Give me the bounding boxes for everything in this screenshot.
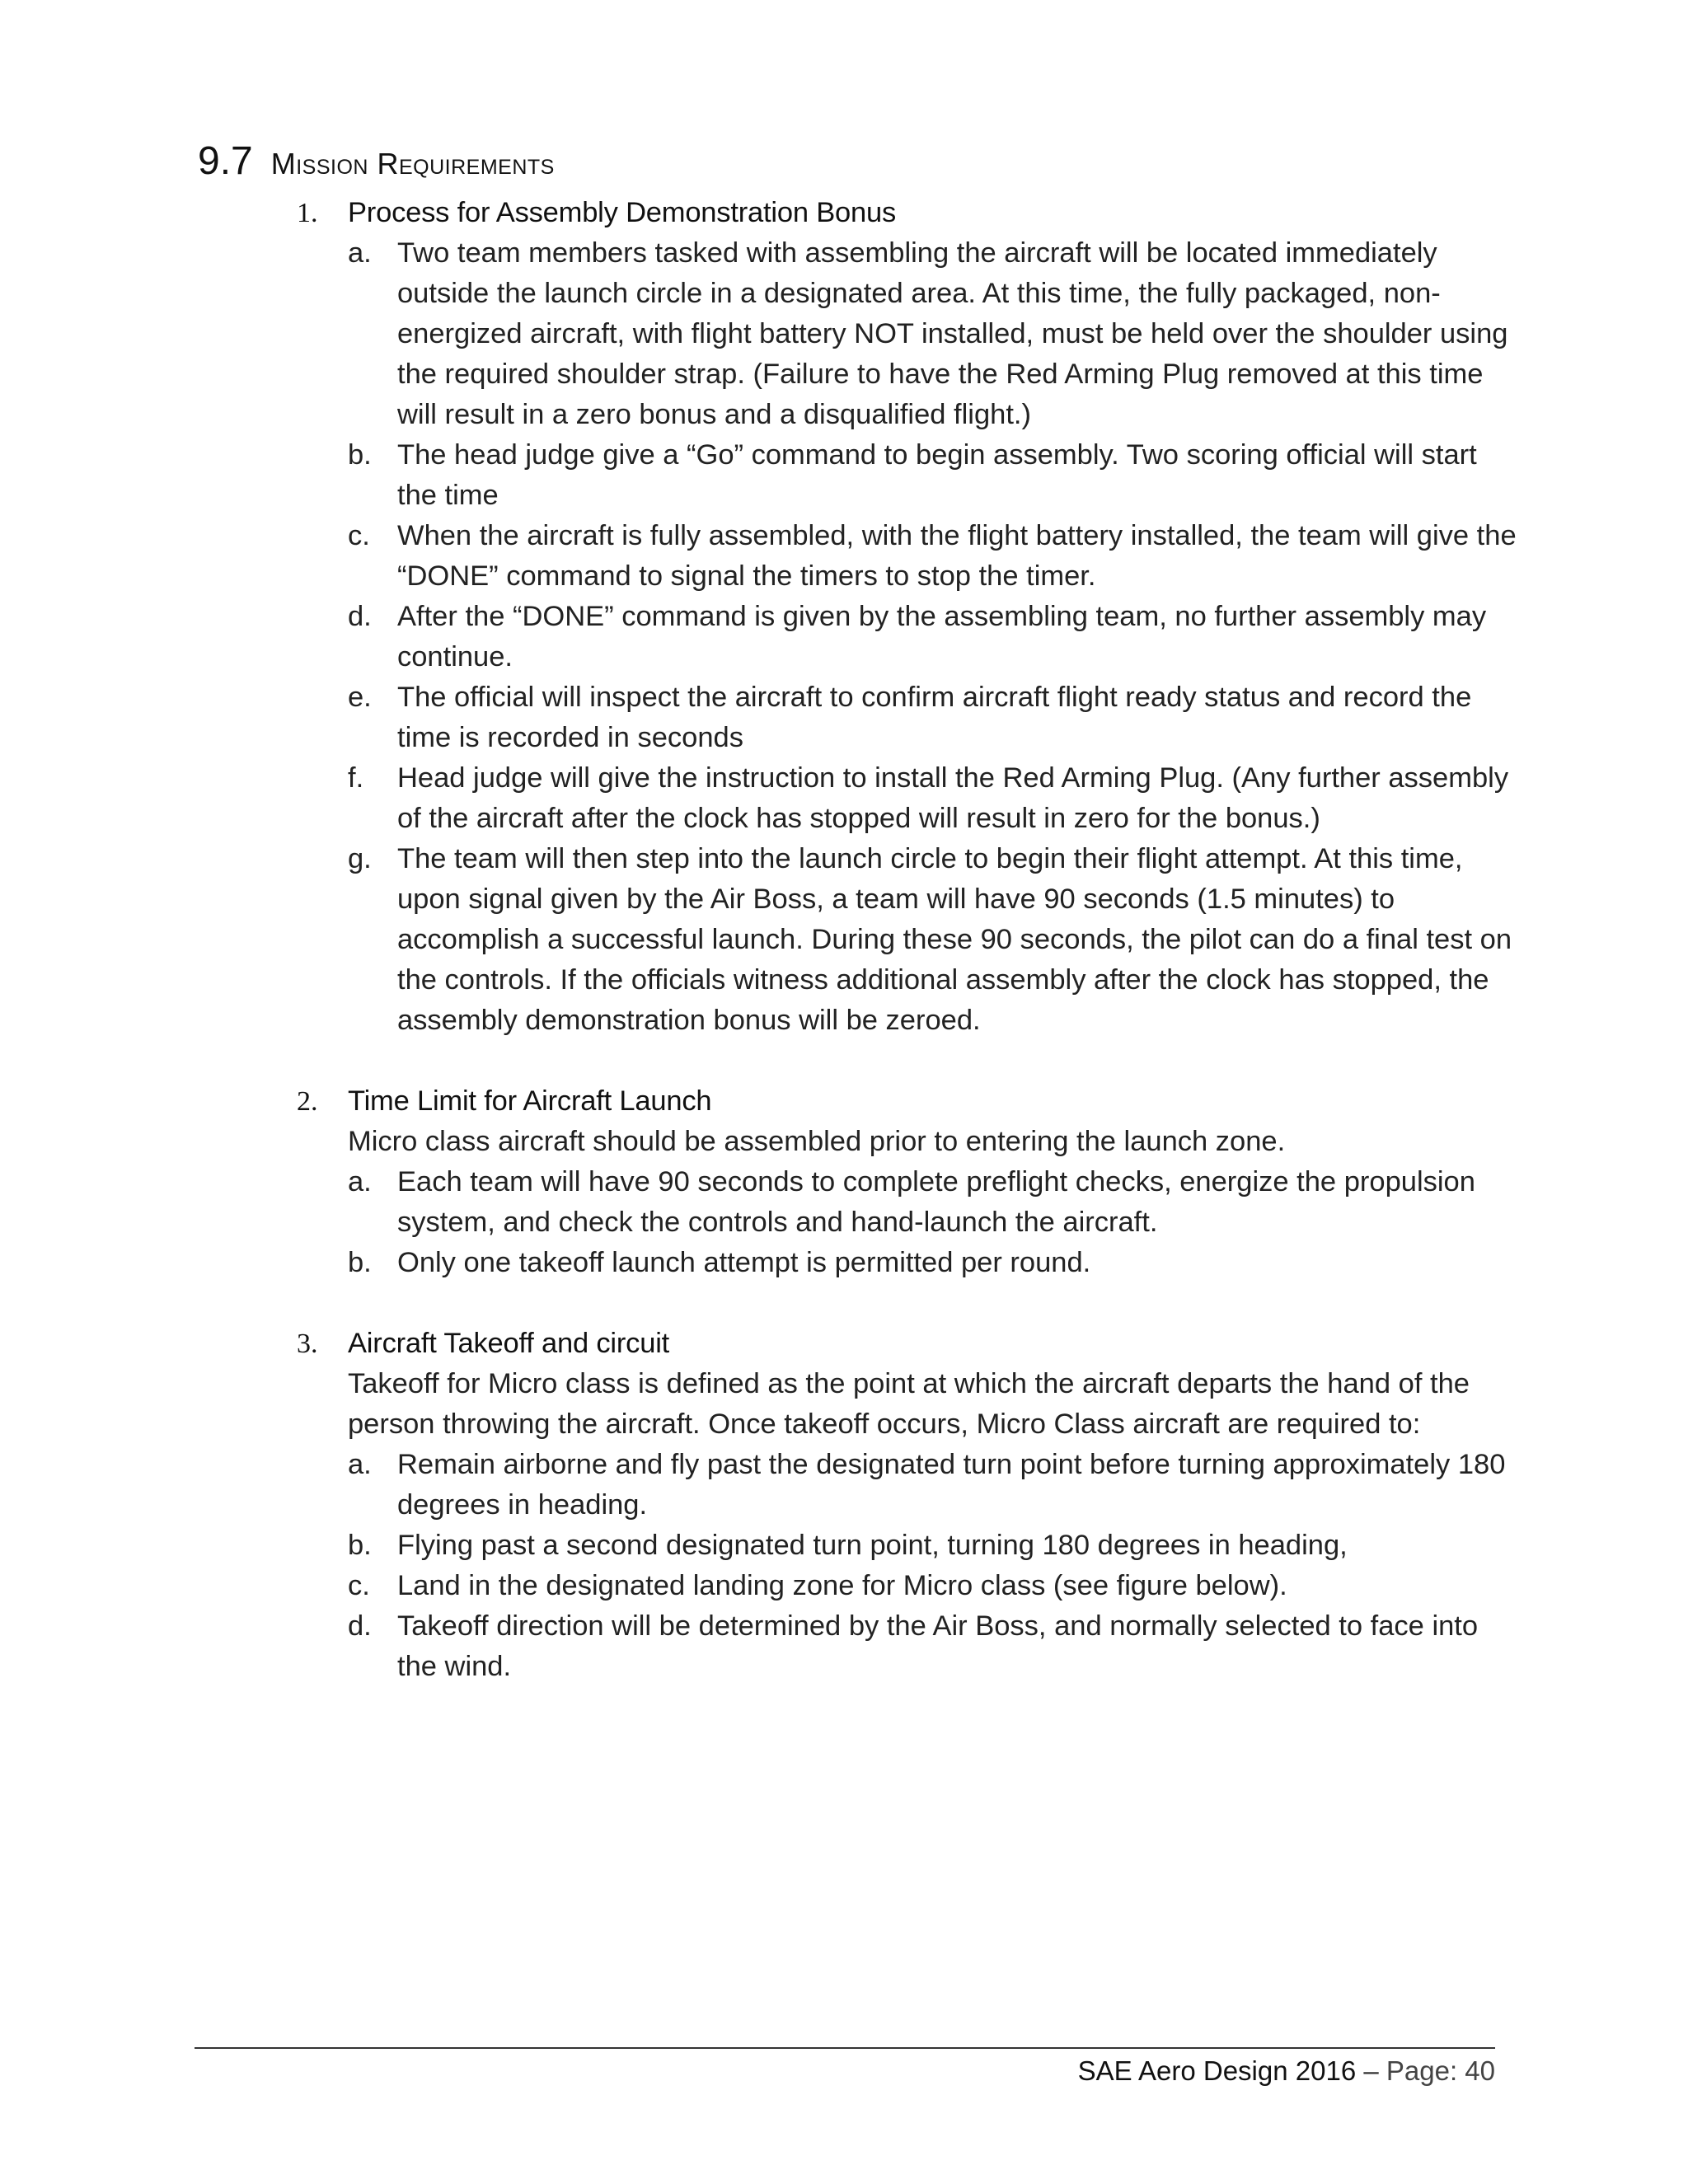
sub-item-letter: a. bbox=[348, 1449, 372, 1480]
item-number: 2. bbox=[297, 1086, 318, 1117]
sub-item bbox=[348, 1606, 1517, 1687]
sub-item-letter: e. bbox=[348, 682, 372, 713]
sub-item bbox=[348, 233, 1517, 435]
requirement-item bbox=[297, 193, 1517, 1041]
section-title: Mission Requirements bbox=[270, 147, 555, 180]
sub-item-text: The team will then step into the launch circle to begin their flight attempt. At this time, upon signal given by the Air Boss, a team will have 90 seconds (1.5 minutes) to accomplish a successful launch. During these 90 seconds, the pilot can do a final test on the controls. If the officials witness additional assembly after the clock has stopped, the assembly demonstration bonus will be zeroed. bbox=[397, 843, 1512, 1036]
sub-item bbox=[348, 1243, 1517, 1283]
sub-item-text: The official will inspect the aircraft to confirm aircraft flight ready status and record the time is recorded in seconds bbox=[397, 682, 1472, 753]
footer-title: SAE Aero Design 2016 bbox=[1077, 2055, 1357, 2086]
sub-item-text: After the “DONE” command is given by the assembling team, no further assembly may continue. bbox=[397, 601, 1487, 673]
sub-item-text: Head judge will give the instruction to install the Red Arming Plug. (Any further assembly of the aircraft after the clock has stopped will result in zero for the bonus.) bbox=[397, 762, 1509, 834]
sub-item-letter: d. bbox=[348, 601, 372, 632]
sub-item-text: The head judge give a “Go” command to begin assembly. Two scoring official will start the time bbox=[397, 439, 1477, 511]
sub-item-letter: c. bbox=[348, 520, 370, 551]
footer-divider bbox=[195, 2047, 1495, 2049]
sub-item bbox=[348, 597, 1517, 677]
requirement-item bbox=[297, 1081, 1517, 1283]
page-number: Page: 40 bbox=[1386, 2055, 1495, 2086]
sub-item-letter: d. bbox=[348, 1610, 372, 1642]
sub-item-letter: a. bbox=[348, 237, 372, 269]
item-number: 3. bbox=[297, 1329, 318, 1359]
sub-item-letter: c. bbox=[348, 1570, 370, 1601]
sub-item-text: Each team will have 90 seconds to complete preflight checks, energize the propulsion system, and check the controls and hand-launch the aircraft. bbox=[397, 1166, 1475, 1238]
sub-item bbox=[348, 677, 1517, 758]
sub-item-text: Two team members tasked with assembling the aircraft will be located immediately outside the launch circle in a designated area. At this time, the fully packaged, non-energized aircraft, with flight battery NOT installed, must be held over the shoulder using the required shoulder strap. (Failure to have the Red Arming Plug removed at this time will result in a zero bonus and a disqualified flight.) bbox=[397, 237, 1508, 430]
sub-item-letter: a. bbox=[348, 1166, 372, 1197]
item-title: Time Limit for Aircraft Launch bbox=[348, 1085, 712, 1117]
sub-item bbox=[348, 1566, 1517, 1606]
sub-item-text: Remain airborne and fly past the designated turn point before turning approximately 180 degrees in heading. bbox=[397, 1449, 1506, 1521]
sub-item-text: When the aircraft is fully assembled, with the flight battery installed, the team will give the “DONE” command to signal the timers to stop the timer. bbox=[397, 520, 1517, 592]
item-intro: Takeoff for Micro class is defined as the point at which the aircraft departs the hand of the person throwing the aircraft. Once takeoff occurs, Micro Class aircraft are required to: bbox=[348, 1368, 1470, 1440]
sub-item-letter: f. bbox=[348, 762, 364, 794]
footer-separator: – bbox=[1363, 2055, 1379, 2086]
page-footer bbox=[1078, 2055, 1495, 2087]
requirement-item bbox=[297, 1324, 1517, 1687]
sub-item bbox=[348, 1526, 1517, 1566]
sub-item bbox=[348, 435, 1517, 516]
sub-item-letter: g. bbox=[348, 843, 372, 874]
sub-item bbox=[348, 1162, 1517, 1243]
sub-item bbox=[348, 758, 1517, 839]
sub-item-letter: b. bbox=[348, 1247, 372, 1278]
sub-item-text: Land in the designated landing zone for Micro class (see figure below). bbox=[397, 1570, 1287, 1601]
item-title: Process for Assembly Demonstration Bonus bbox=[348, 197, 897, 228]
item-title: Aircraft Takeoff and circuit bbox=[348, 1328, 670, 1359]
sub-item bbox=[348, 839, 1517, 1041]
sub-item-text: Takeoff direction will be determined by the Air Boss, and normally selected to face into the wind. bbox=[397, 1610, 1479, 1682]
requirements-list bbox=[297, 193, 1517, 1687]
sub-item bbox=[348, 1445, 1517, 1526]
section-heading bbox=[198, 138, 555, 184]
item-intro: Micro class aircraft should be assembled prior to entering the launch zone. bbox=[348, 1126, 1286, 1157]
sub-item-letter: b. bbox=[348, 1530, 372, 1561]
section-number: 9.7 bbox=[198, 139, 253, 183]
item-number: 1. bbox=[297, 198, 318, 228]
sub-item-text: Flying past a second designated turn point, turning 180 degrees in heading, bbox=[397, 1530, 1348, 1561]
sub-item bbox=[348, 516, 1517, 597]
sub-item-letter: b. bbox=[348, 439, 372, 471]
sub-item-text: Only one takeoff launch attempt is permitted per round. bbox=[397, 1247, 1091, 1278]
